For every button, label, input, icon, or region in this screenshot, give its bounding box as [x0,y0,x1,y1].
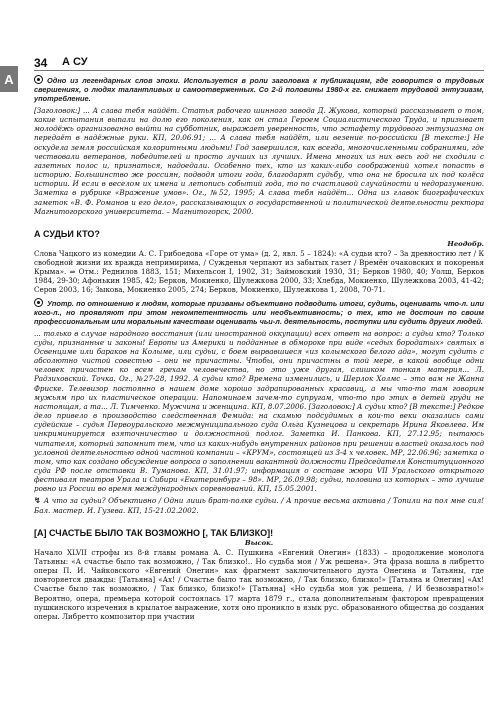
section-note-text: Употр. по отношению к людям, которые призваны объективно подводить итоги, судить, оценивать что-л. или кого-л., но проявляют при этом некомпетентность или необъективность; о тех, кто не достоин по своим профессиональным или моральным качествам оценивать чьи-л. деятельность, поступки или судить других людей. [34,298,484,326]
side-tab-letter: А [0,66,18,92]
usage-note [34,75,484,103]
section-title-judges: А СУДЬИ КТО? [34,228,100,239]
header-title: А СУ [62,56,88,68]
section-style-label-2: Высок. [244,538,274,547]
section-style-label: Неодобр. [447,239,484,248]
page-header [34,52,484,71]
quote-symbol-icon: ↯ [34,496,44,506]
page-number: 34 [34,56,48,70]
intro-paragraph: [Заголовок:] ... А слава тебя найдёт. Статья рабочего шинного завода Д. Жукова, который рассказывает о том, какие испытания выпали на долю его поколения, как он стал Героем Социалистического Труда, и призывает молодёжь организованно выйти на субботник, выражает уверенность, что эстафету трудового энтузиазма он передаёт в надёжные руки. КП, 20.06.91; ... А слава тебя найдёт, или везение по-российски [В тексте:] Не оскудела земля российская колоритными людьми! Год завершился, как всегда, многочисленными собраниями, где чествовали ветеранов, победителей и просто лучших из лучших. Имена многих из них весь год не сходили с газетных полос и, признаться, надоедали. Особенно тех, кто из каких-либо соображений хотел попасть в историю. Большинство же россиян, подводя итоги года, благодарят судьбу, что она не бросила их под колёса истории. И если в веселом их имена и летопись событий года, то по счастливой случайности и недоразумению. Заметка в рубрике «Вражение умов». Ог., №52, 1995; А слава тебя найдёт... Одна из главок биографических заметок «В. Ф. Романов и его дело», рассказывающих о государственной и политической деятельности ректора Магнитогорского университета. – Магнитогорск, 2000. [34,106,484,216]
section-quote-final [34,496,484,514]
section-2-paragraph: Начало XLVII строфы из 8-й главы романа А. С. Пушкина «Евгений Онегин» (1833) – продолжение монолога Татьяны: «А счастье было так возможно, / Так близко!.. Но судьба моя / Уж решена». Эта фраза вошла в либретто оперы П. И. Чайковского «Евгений Онегин» как фрагмент заключительного дуэта Онегина и Татьяны, где повторяется дважды: [Татьяна] «Ах! / Счастье было так возможно, / Так близко, близко!» [Татьяна и Онегин] «Ах! Счастье было так возможно, / Так близко, близко!» [Татьяна] «Но судьба моя уж решена, / И безвозвратно!» Вероятно, опера, премьера которой состоялась 17 марта 1879 г., стала дополнительным фактором превращения пушкинского изречения в крылатое выражение, хотя оно проникло в язык рус. образованного общества до создания оперы. Либретто композитор при участии [34,547,484,621]
bullet-icon [34,298,43,307]
sidebar [0,0,22,727]
page-content [34,75,484,624]
section-usage-note [34,298,484,326]
section-quotes-paragraph: ... только в случае народного восстания (или иностранной оккупации) всех ответ на вопрос: а судьи кто? Только суды, признанные и законы! Европы из Америки и подданные в обмороке при виде «седых бородатых» святых в Освенциме или бараков на Колыме, или судьи, с боем вырвавшиеся «из колымского белого ада», могут судить с абсолютно чистой совестью – они не причастны. Чтобы, они причастны в той мере, в какой вообще одни человек причастен ко всем грехам человечества, но это уже другая, слишком тонкая материя... Л. Радзиховский. Точка. Ог., №27-28, 1992. А судьи кто? Времена изменились, и Шерлок Холмс – это вам не Жанна Фриске. Телевизор постоянно в нашем доме хорошо задрапированных красавиц, а мы что-то там говорим мужьям про их пластическое операции. Напоминаем зачем-то супругам, что-то про этих в детей груди не настоящая, а та... Л. Тимченко. Мужчина и женщина. КП, 8.07.2006. [Заголовок:] А судьи кто? [В тексте:] Редкое дело привело в производство следственная Фемида: на скамью подсудимых в кои-то веки оказались сами судейские – судья Первоуральского межмуниципального суда Ольга Кузнецова и секретарь Ирина Яковлева. Им инкриминируется взяточничество и должностной подлог. Заметка И. Панкова. КП, 27.12.95; пытаюсь читателя, который запомнит тем, что из каких-нибудь внутренних районов при решении властей оказалось под условной деятельностью одной частной компании – «КРУМ», состоящей из 3-4 х человек. МР, 22.06.96; заметка о том, что как создано обсуждение вопроса о заполнении вакантной должности Председателя Конституционного суда РФ после отставки В. Туманова. КП, 31.01.97; информация о составе жюри VII Уральского открытого фестиваля театров Урала и Сибири «Екатеринбург – 98». МР, 26.09.98; судьи, половина из которых – это лучшие ровно из России во время международных соревнований. КП, 15.05.2001. [34,328,484,494]
bullet-icon [34,75,43,84]
section-origin-paragraph: Слова Чацкого из комедии А. С. Грибоедова «Горе от ума» (д. 2, явл. 5 – 1824): «А судьи кто? – За древностию лет / К свободной жизни их вражда непримирима, / Сужденья черпают из забытых газет / Времён очаковских и покоренья Крыма». ⇒ Отм.: Реднилов 1883, 151; Михельсон I, 1902, 31; Займовский 1930, 31; Берков 1980, 40; Уолш, Берков 1984, 29-30; Афонькин 1985, 42; Берков, Мокиенко, Шулежкова 2000, 33; Хлебда, Мокиенко, Шулежкова 2003, 41-42; Серов 2003, 16; Зыкова, Мокиенко 2005, 274; Берков, Мокиенко, Шулежкова 1, 2008, 70-71. [34,248,484,295]
intro-note-text: Одно из легендарных слов эпохи. Используется в роли заголовка к публикациям, где говорится о трудовых свершениях, о людях талантливых и самоотверженных. Со 2-й половины 1980-х гг. снижает трудовой энтузиазм, употребление. [34,76,484,103]
section-quote-final-text: А что за судьи? Объективно / Одни лишь брат-полке судьи. / А прочие весьма активна / Топили на пол мне сил! Бал. мастер. И. Гузева. КП, 15-21.02.2002. [34,496,484,515]
section-title-happiness: [А] СЧАСТЬЕ БЫЛО ТАК ВОЗМОЖНО [, ТАК БЛИЗКО]! [34,527,274,538]
